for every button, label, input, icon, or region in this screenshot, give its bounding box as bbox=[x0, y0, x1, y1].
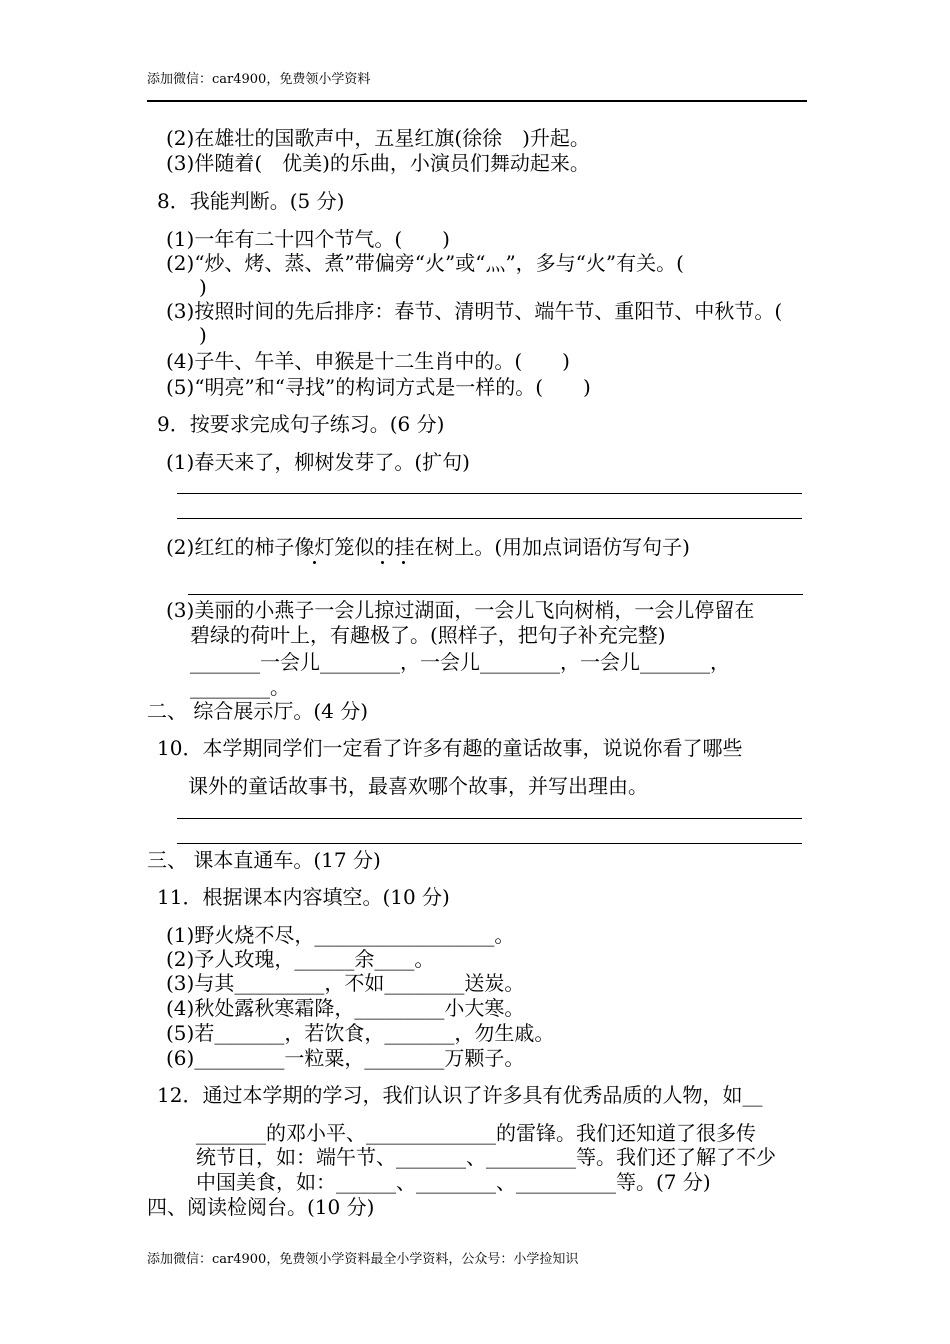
q8-item-3: (3)按照时间的先后排序：春节、清明节、端午节、重阳节、中秋节。( bbox=[166, 299, 783, 323]
q10-text-cont: 课外的童话故事书，最喜欢哪个故事，并写出理由。 bbox=[188, 774, 648, 798]
page-footer: 添加微信：car4900，免费领小学资料最全小学资料，公众号：小学捡知识 bbox=[147, 1252, 579, 1267]
q12-text-4: 中国美食，如：______、________、__________等。(7 分) bbox=[196, 1170, 711, 1194]
q11-item-4: (4)秋处露秋寒霜降，_________小大寒。 bbox=[166, 996, 525, 1020]
q12-text-2: _______的邓小平、_____________的雷锋。我们还知道了很多传 bbox=[196, 1121, 756, 1145]
answer-line bbox=[177, 493, 802, 494]
q9-item-1: (1)春天来了，柳树发芽了。(扩句) bbox=[166, 450, 470, 474]
emphasis-dot bbox=[381, 561, 384, 564]
q9-item-2: (2)红红的柿子像灯笼似的挂在树上。(用加点词语仿写句子) bbox=[166, 535, 690, 559]
answer-line bbox=[177, 843, 802, 844]
q9-item-3-blanks-end: ________。 bbox=[190, 675, 290, 699]
answer-line bbox=[177, 518, 802, 519]
q8-item-2: (2)“炒、烤、蒸、煮”带偏旁“火”或“灬”，多与“火”有关。( bbox=[166, 251, 684, 275]
answer-line bbox=[177, 818, 802, 819]
emphasis-dot bbox=[402, 561, 405, 564]
page-header: 添加微信：car4900，免费领小学资料 bbox=[147, 72, 371, 87]
q7-item-2: (2)在雄壮的国歌声中，五星红旗(徐徐 )升起。 bbox=[166, 126, 590, 150]
section-2-title: 二、 综合展示厅。(4 分) bbox=[147, 699, 369, 723]
q9-item-3-blanks: _______一会儿________，一会儿________，一会儿_______， bbox=[190, 650, 730, 674]
section-4-title: 四、阅读检阅台。(10 分) bbox=[147, 1195, 375, 1219]
q8-item-5: (5)“明亮”和“寻找”的构词方式是一样的。( ) bbox=[166, 375, 591, 399]
answer-line bbox=[188, 594, 803, 595]
q9-item-3: (3)美丽的小燕子一会儿掠过湖面，一会儿飞向树梢，一会儿停留在 bbox=[166, 598, 755, 622]
q11-item-1: (1)野火烧不尽，__________________。 bbox=[166, 923, 515, 947]
q11-title: 11．根据课本内容填空。(10 分) bbox=[157, 885, 450, 909]
q11-item-5: (5)若_______，若饮食，_______，勿生戚。 bbox=[166, 1021, 555, 1045]
q9-item-3-cont: 碧绿的荷叶上，有趣极了。(照样子，把句子补充完整) bbox=[190, 623, 666, 647]
q8-item-2-paren: ) bbox=[199, 275, 207, 299]
header-rule bbox=[147, 100, 807, 102]
q12-text: 12．通过本学期的学习，我们认识了许多具有优秀品质的人物，如__ bbox=[157, 1083, 763, 1107]
emphasis-dot bbox=[313, 561, 316, 564]
q8-item-4: (4)子牛、午羊、申猴是十二生肖中的。( ) bbox=[166, 349, 570, 373]
q7-item-3: (3)伴随着( 优美)的乐曲，小演员们舞动起来。 bbox=[166, 151, 590, 175]
q9-title: 9．按要求完成句子练习。(6 分) bbox=[157, 412, 445, 436]
q11-item-3: (3)与其_________，不如________送炭。 bbox=[166, 971, 525, 995]
q10-text: 10．本学期同学们一定看了许多有趣的童话故事，说说你看了哪些 bbox=[157, 736, 743, 760]
q8-item-3-paren: ) bbox=[199, 323, 207, 347]
section-3-title: 三、 课本直通车。(17 分) bbox=[147, 848, 381, 872]
q8-title: 8．我能判断。(5 分) bbox=[157, 189, 345, 213]
q8-item-1: (1)一年有二十四个节气。( ) bbox=[166, 227, 450, 251]
q12-text-3: 统节日，如：端午节、_______、_________等。我们还了解了不少 bbox=[196, 1145, 776, 1169]
q11-item-6: (6)_________一粒粟，________万颗子。 bbox=[166, 1046, 525, 1070]
q11-item-2: (2)予人玫瑰，______余____。 bbox=[166, 947, 435, 971]
